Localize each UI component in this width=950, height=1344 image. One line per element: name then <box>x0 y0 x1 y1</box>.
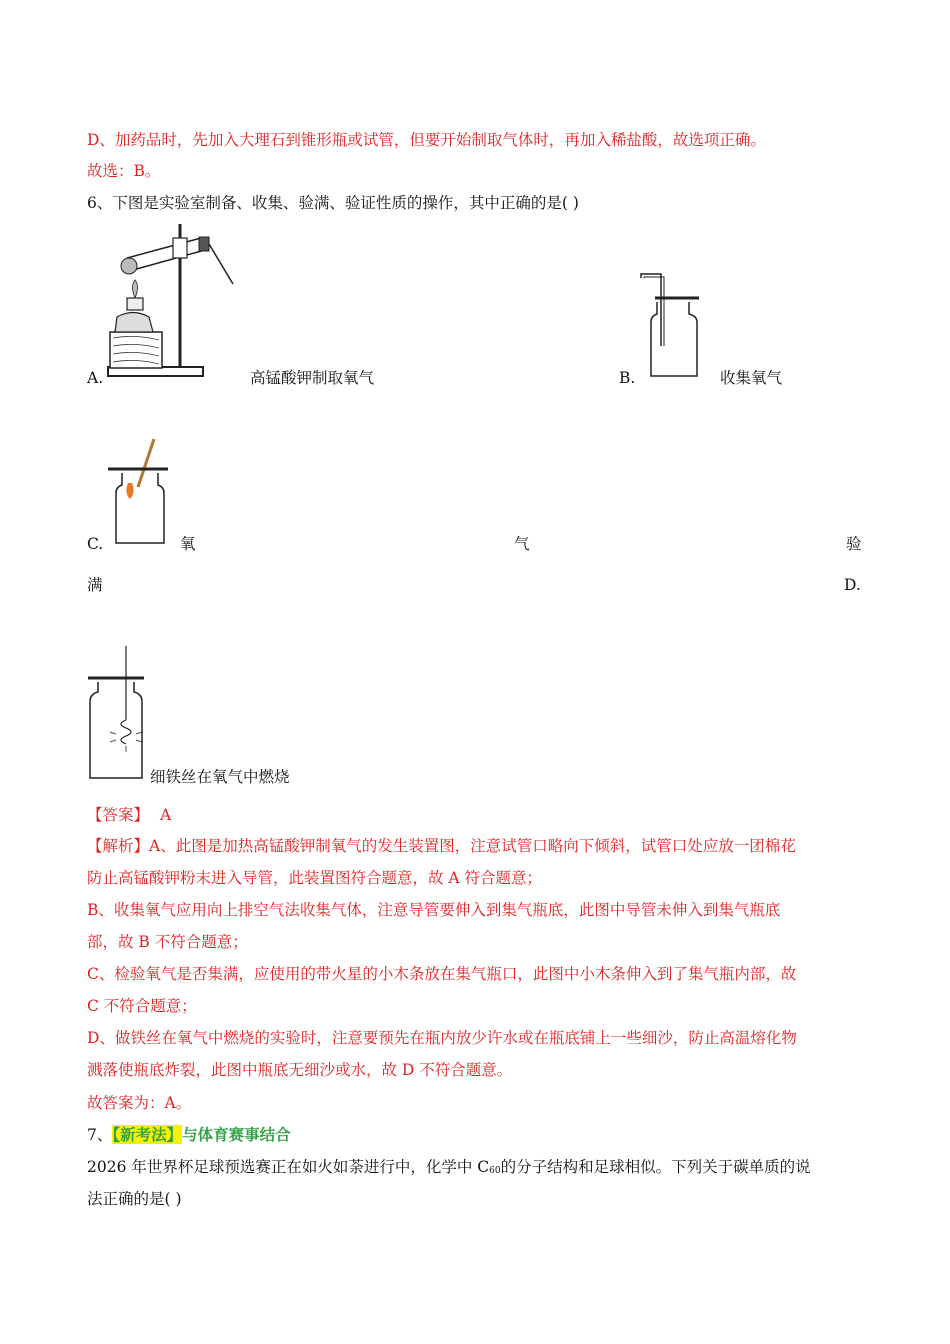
option-b-letter: B. <box>619 369 636 387</box>
option-a-letter: A. <box>87 369 104 387</box>
option-c-char-2: 气 <box>514 535 530 553</box>
analysis-a-text-1: A、此图是加热高锰酸钾制氧气的发生装置图，注意试管口略向下倾斜，试管口处应放一团棉花 <box>149 837 796 855</box>
q7-stem-1-sub: 60 <box>489 1166 501 1176</box>
q7-number: 7、 <box>87 1126 113 1144</box>
figure-c-oxygen-check <box>106 435 170 547</box>
analysis-d-line-2: 溅落使瓶底炸裂，此图中瓶底无细沙或水，故 D 不符合题意。 <box>87 1061 513 1079</box>
analysis-a-line-1 <box>87 836 796 856</box>
analysis-c-line-1: C、检验氧气是否集满，应使用的带火星的小木条放在集气瓶口，此图中小木条伸入到了集气瓶内部，故 <box>87 965 797 983</box>
figure-a-kmno4-apparatus <box>105 222 237 384</box>
q6-stem: 6、下图是实验室制备、收集、验满、验证性质的操作，其中正确的是( ) <box>87 194 579 212</box>
option-c-char-3: 验 <box>846 535 862 553</box>
answer-value: A <box>159 806 172 824</box>
prev-option-d-text: D、加药品时，先加入大理石到锥形瓶或试管，但要开始制取气体时，再加入稀盐酸，故选项正确。 <box>87 131 766 149</box>
analysis-d-line-1: D、做铁丝在氧气中燃烧的实验时，注意要预先在瓶内放少许水或在瓶底铺上一些细沙，防止高温熔化物 <box>87 1029 797 1047</box>
option-b-caption: 收集氧气 <box>720 369 783 387</box>
q6-conclusion: 故答案为：A。 <box>87 1094 192 1112</box>
option-c-char-1: 氧 <box>180 535 196 553</box>
answer-line <box>87 805 171 825</box>
option-c-letter: C. <box>87 535 104 553</box>
q7-stem-line-1 <box>87 1157 811 1181</box>
analysis-b-line-2: 部，故 B 不符合题意； <box>87 933 248 951</box>
option-d-caption: 细铁丝在氧气中燃烧 <box>150 768 290 786</box>
analysis-b-line-1: B、收集氧气应用向上排空气法收集气体，注意导管要伸入到集气瓶底，此图中导管未伸入到集气瓶底 <box>87 901 781 919</box>
q7-stem-1-pre: 2026 年世界杯足球预选赛正在如火如荼进行中，化学中 C <box>87 1158 490 1176</box>
q7-stem-line-2: 法正确的是( ) <box>87 1190 182 1208</box>
analysis-c-line-2: C 不符合题意； <box>87 997 197 1015</box>
analysis-a-line-2: 防止高锰酸钾粉末进入导管，此装置图符合题意，故 A 符合题意； <box>87 869 543 887</box>
answer-label: 【答案】 <box>87 806 150 824</box>
prev-conclusion: 故选：B。 <box>87 162 161 180</box>
figure-b-collection-bottle <box>639 272 701 380</box>
q7-heading <box>87 1125 291 1145</box>
q7-stem-1-post: 的分子结构和足球相似。下列关于碳单质的说 <box>500 1158 811 1176</box>
figure-d-iron-wire-bottle <box>86 646 148 782</box>
analysis-label: 【解析】 <box>87 837 150 855</box>
q7-tag: 【新考法】 <box>112 1125 183 1144</box>
option-d-letter: D. <box>844 576 861 594</box>
q7-topic: 与体育赛事结合 <box>182 1125 291 1144</box>
option-a-caption: 高锰酸钾制取氧气 <box>250 369 375 387</box>
option-c-tail: 满 <box>87 576 103 594</box>
